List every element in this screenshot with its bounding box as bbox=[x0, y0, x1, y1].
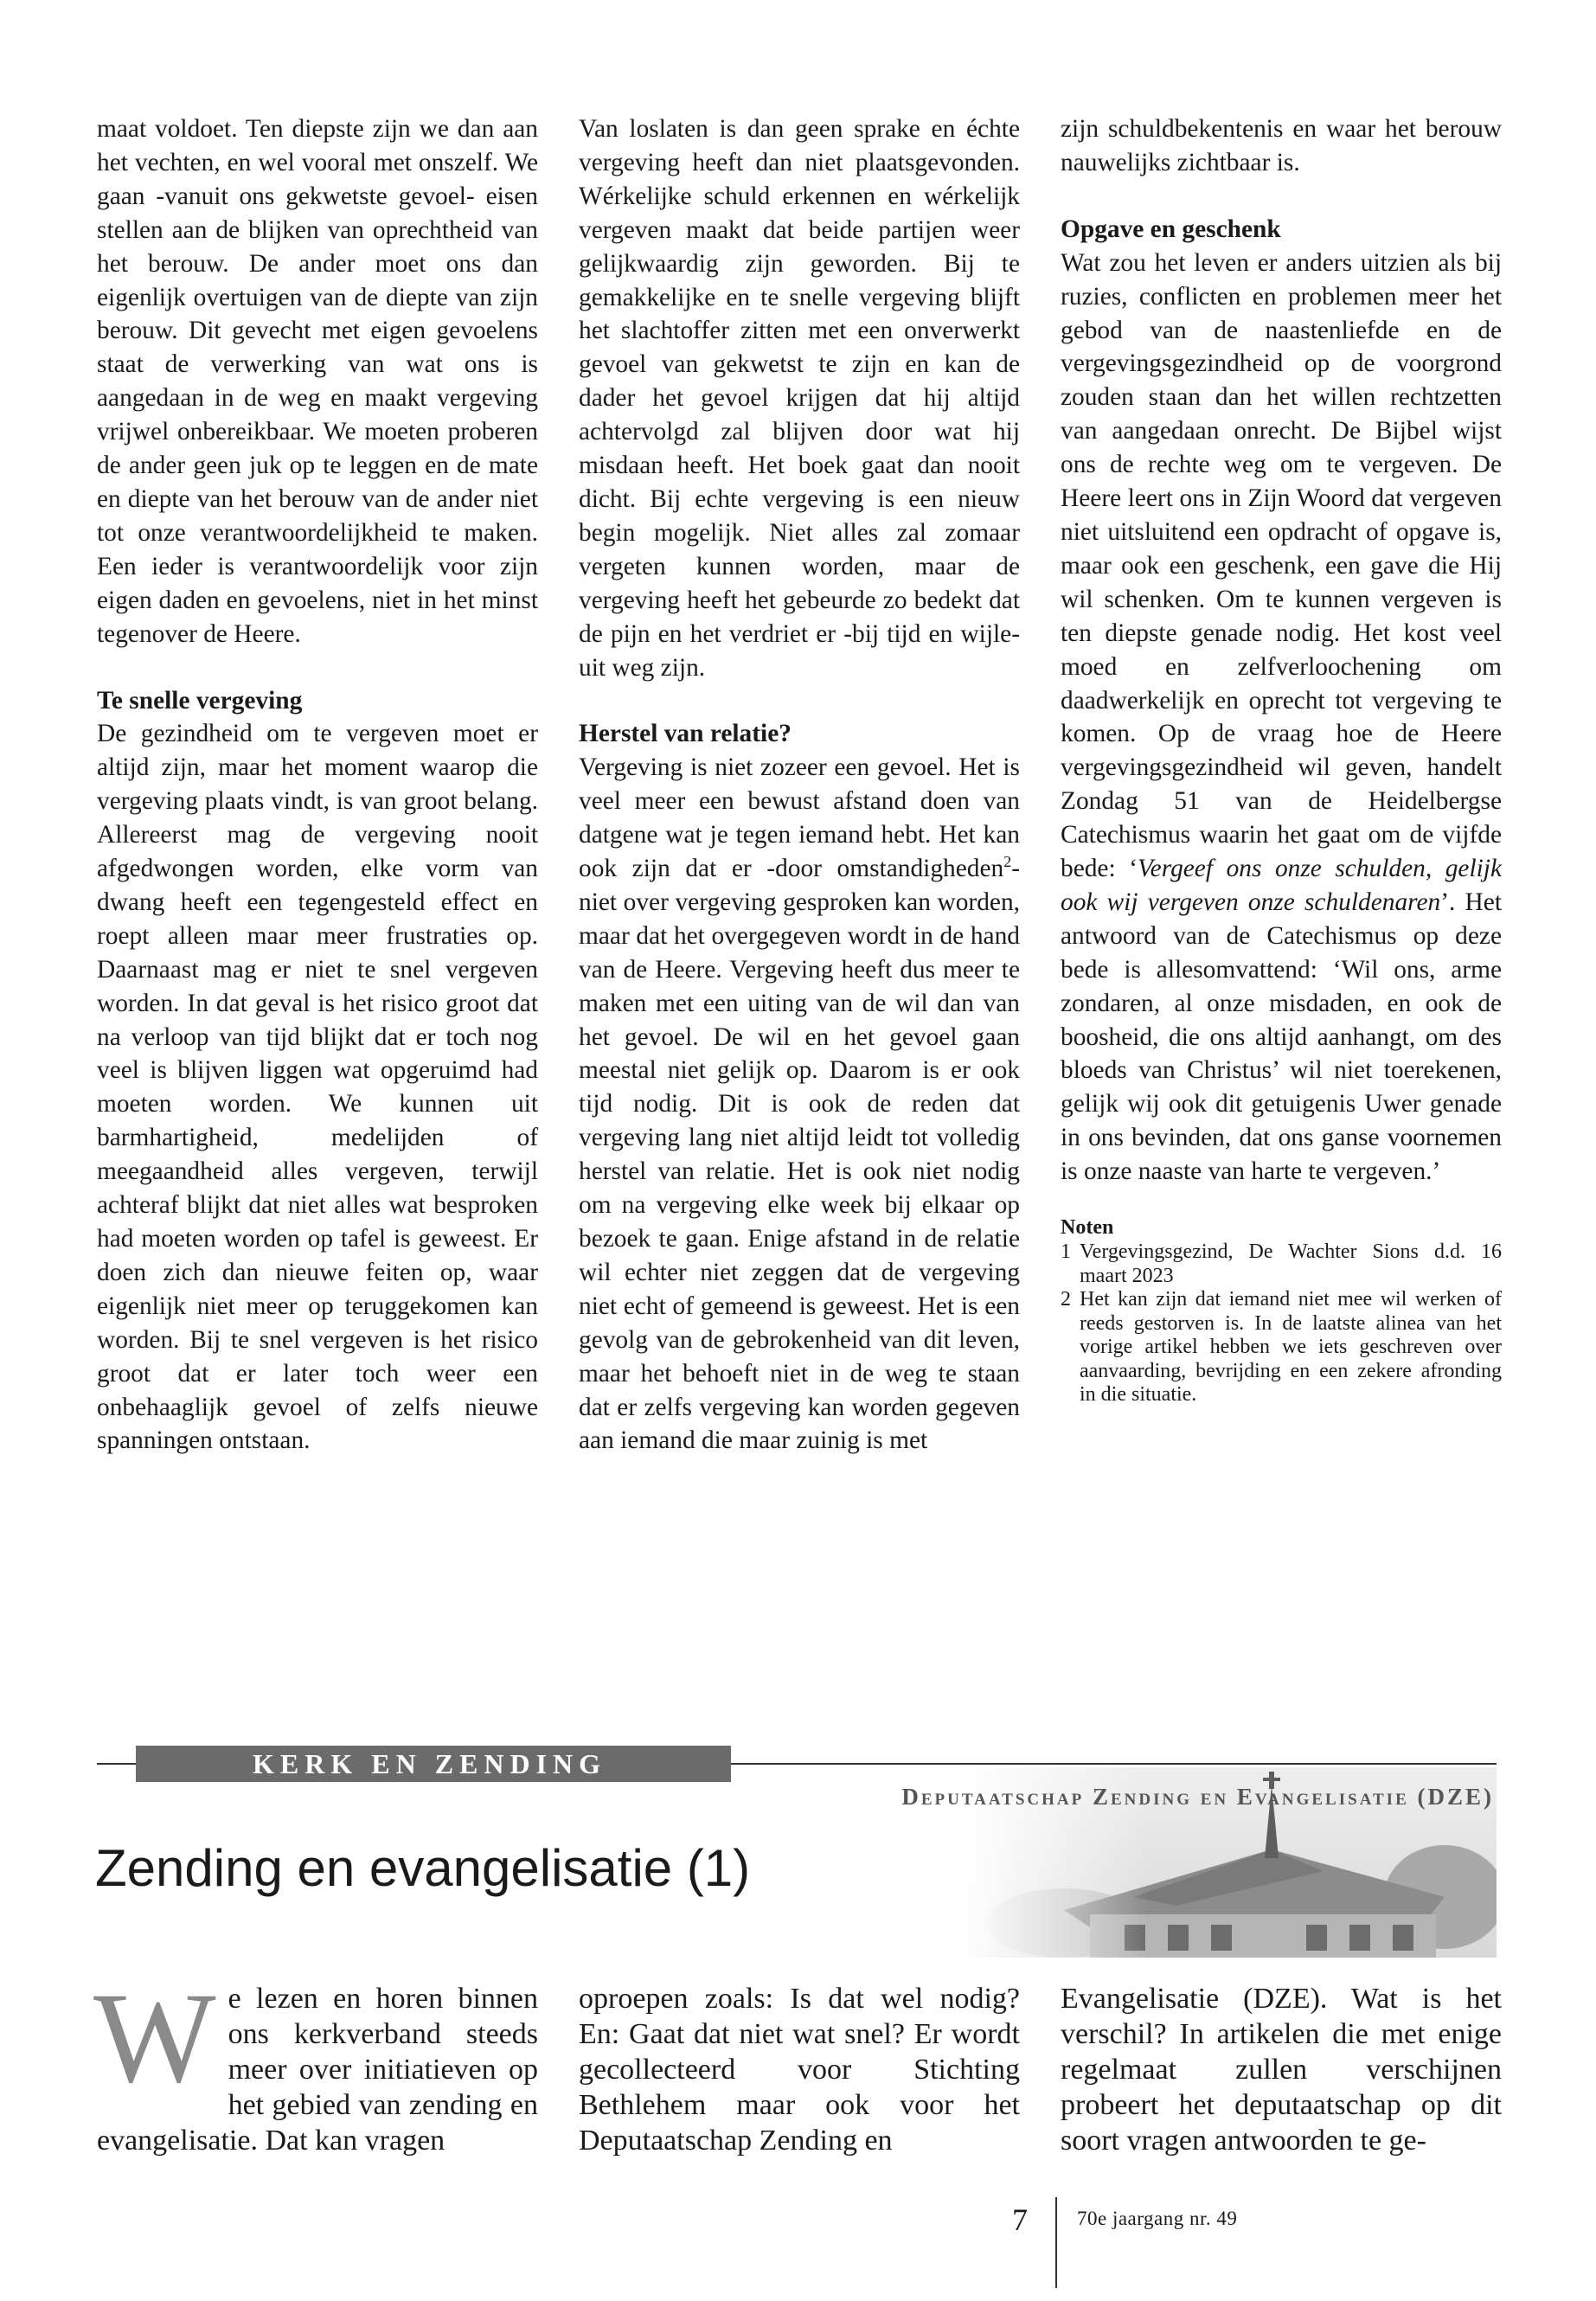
article-column-3 bbox=[1061, 1981, 1502, 2158]
drop-cap: W bbox=[93, 1966, 216, 2110]
catechism-quote: Vergeef ons onze schulden, gelijk ook wij vergeven onze schuldenaren bbox=[1061, 855, 1503, 916]
text-column-2 bbox=[579, 112, 1020, 1458]
paragraph: Wat zou het leven er anders uitzien als bij ruzies, conflicten en problemen meer het gebod van de naastenliefde en de vergevingsgezindheid op de voorgrond zouden staan dan het willen rechtzetten van aangedaan onrecht. De Bijbel wijst ons de rechte weg om te vergeven. De Heere leert ons in Zijn Woord dat vergeven niet uitsluitend een opdracht of opgave is, maar ook een geschenk, een gave die Hij wil schenken. Om te kunnen vergeven is ten diepste genade nodig. Het kost veel moed en zelfverloochening om daadwerkelijk en oprecht tot vergeving te komen. Op de vraag hoe de Heere vergevingsgezindheid wil geven, handelt Zondag 51 van de Heidelbergse Catechismus waarin het gaat om de vijfde bede: ‘Vergeef ons onze schulden, gelijk ook wij vergeven onze schuldenaren’. Het antwoord van de Catechismus op deze bede is allesomvattend: ‘Wil ons, arme zondaren, al onze misdaden, en ook de boosheid, die ons altijd aanhangt, om des bloeds van Christus’ wil niet toerekenen, gelijk wij ook dit getuigenis Uwer genade in ons bevinden, dat ons ganse voornemen is onze naaste van harte te vergeven.’ bbox=[1061, 248, 1503, 1186]
footnote-ref-2[interactable]: 2 bbox=[1003, 853, 1012, 871]
paragraph: Evangelisatie (DZE). Wat is het verschil? In artikelen die met enige regelmaat zullen verschijnen probeert het deputaatschap op dit soort vragen antwoorden te ge- bbox=[1061, 1983, 1502, 2157]
subheading-herstel-van-relatie: Herstel van relatie? bbox=[579, 720, 792, 748]
divider bbox=[1055, 2197, 1057, 2288]
paragraph: Vergeving is niet zozeer een gevoel. Het is veel meer een bewust afstand doen van datgene wat je tegen iemand hebt. Het kan ook zijn dat er -door omstandigheden$^2$- niet over vergeving gesproken kan worden, maar dat het overgegeven wordt in de hand van de Heere. Vergeving heeft dus meer te maken met een uiting van de wil dan van het gevoel. De wil en het gevoel gaan meestal niet gelijk op. Daarom is er ook tijd nodig. Dit is ook de reden dat vergeving lang niet altijd leidt tot volledig herstel van relatie. Het is ook niet nodig om na vergeving elke week bij elkaar op bezoek te gaan. Enige afstand in de relatie wil echter niet zeggen dat de vergeving niet echt of gemeend is geweest. Het is een gevolg van de gebrokenheid van dit leven, maar het behoeft niet in de weg te staan dat er zelfs vergeving kan worden gegeven aan iemand die maar zuinig is met bbox=[579, 753, 1020, 1455]
article-column-2 bbox=[579, 1981, 1020, 2158]
divider bbox=[731, 1763, 1497, 1765]
subheading-opgave-en-geschenk: Opgave en geschenk bbox=[1061, 215, 1281, 243]
paragraph: oproepen zoals: Is dat wel nodig? En: Gaat dat niet wat snel? Er wordt gecollecteerd voor Stichting Bethlehem maar ook voor het Deputaatschap Zending en bbox=[579, 1983, 1020, 2157]
notes-section bbox=[1061, 1215, 1502, 1407]
section-label-bar: KERK EN ZENDING bbox=[136, 1746, 731, 1782]
notes-title: Noten bbox=[1061, 1216, 1114, 1240]
department-label: Deputaatschap Zending en Evangelisatie (DZE) bbox=[901, 1784, 1494, 1810]
paragraph: De gezindheid om te vergeven moet er altijd zijn, maar het moment waarop die vergeving plaats vindt, is van groot belang. Allereerst mag de vergeving nooit afgedwongen worden, elke vorm van dwang heeft een tegengesteld effect en roept alleen maar meer frustraties op. Daarnaast mag er niet te snel vergeven worden. In dat geval is het risico groot dat na verloop van tijd blijkt dat er toch nog veel is blijven liggen wat opgeruimd had moeten worden. We kunnen uit barmhartigheid, medelijden of meegaandheid alles vergeven, terwijl achteraf blijkt dat niet alles wat besproken had moeten worden op tafel is geweest. Er doen zich dan nieuwe feiten op, waar eigenlijk niet meer op teruggekomen kan worden. Bij te snel vergeven is het risico groot dat er later toch weer een onbehaaglijk gevoel of zelfs nieuwe spanningen ontstaan. bbox=[97, 720, 538, 1455]
paragraph: maat voldoet. Ten diepste zijn we dan aan het vechten, en wel vooral met onszelf. We gaan -vanuit ons gekwetste gevoel- eisen stellen aan de blijken van oprechtheid van het berouw. De ander moet ons dan eigenlijk overtuigen van de diepte van zijn berouw. Dit gevecht met eigen gevoelens staat de verwerking van wat ons is aangedaan in de weg en maakt vergeving vrijwel onbereikbaar. We moeten proberen de ander geen juk op te leggen en de mate en diepte van het berouw van de ander niet tot onze verantwoordelijkheid te maken. Een ieder is verantwoordelijk voor zijn eigen daden en gevoelens, niet in het minst tegenover de Heere. bbox=[97, 115, 538, 648]
note-item: 1 Vergevingsgezind, De Wachter Sions d.d. 16 maart 2023 bbox=[1061, 1240, 1502, 1287]
text-column-3 bbox=[1061, 112, 1502, 1407]
divider bbox=[97, 1763, 136, 1765]
paragraph: zijn schuldbekentenis en waar het berouw nauwelijks zichtbaar is. bbox=[1061, 115, 1502, 176]
article-column-1 bbox=[93, 1966, 538, 2158]
text-column-1 bbox=[97, 112, 538, 1458]
note-item: 2 Het kan zijn dat iemand niet mee wil werken of reeds gestorven is. In de laatste alinea van het vorige artikel hebben we iets geschreven over aanvaarding, bevrijding en een zekere afronding in die situatie. bbox=[1061, 1288, 1502, 1407]
issue-info: 70e jaargang nr. 49 bbox=[1077, 2208, 1238, 2229]
article-title: Zending en evangelisatie (1) bbox=[95, 1839, 751, 1897]
paragraph: Van loslaten is dan geen sprake en échte vergeving heeft dan niet plaatsgevonden. Wérkelijke schuld erkennen en wérkelijk vergeven maakt dat beide partijen weer gelijkwaardig zijn geworden. Bij te gemakkelijke en te snelle vergeving blijft het slachtoffer zitten met een onverwerkt gevoel van gekwetst te zijn en kan de dader het gevoel krijgen dat hij altijd achtervolgd zal blijven door wat hij misdaan heeft. Het boek gaat dan nooit dicht. Bij echte vergeving is een nieuw begin mogelijk. Niet alles zal zomaar vergeten kunnen worden, maar de vergeving heeft het gebeurde zo bedekt dat de pijn en het verdriet er -bij tijd en wijle- uit weg zijn. bbox=[579, 115, 1020, 682]
page-number: 7 bbox=[1012, 2202, 1028, 2237]
paragraph: We lezen en horen binnen ons kerkverband steeds meer over initiatieven op het gebied van zending en evangelisatie. Dat kan vragen bbox=[93, 1966, 538, 2157]
subheading-te-snelle-vergeving: Te snelle vergeving bbox=[97, 686, 303, 715]
